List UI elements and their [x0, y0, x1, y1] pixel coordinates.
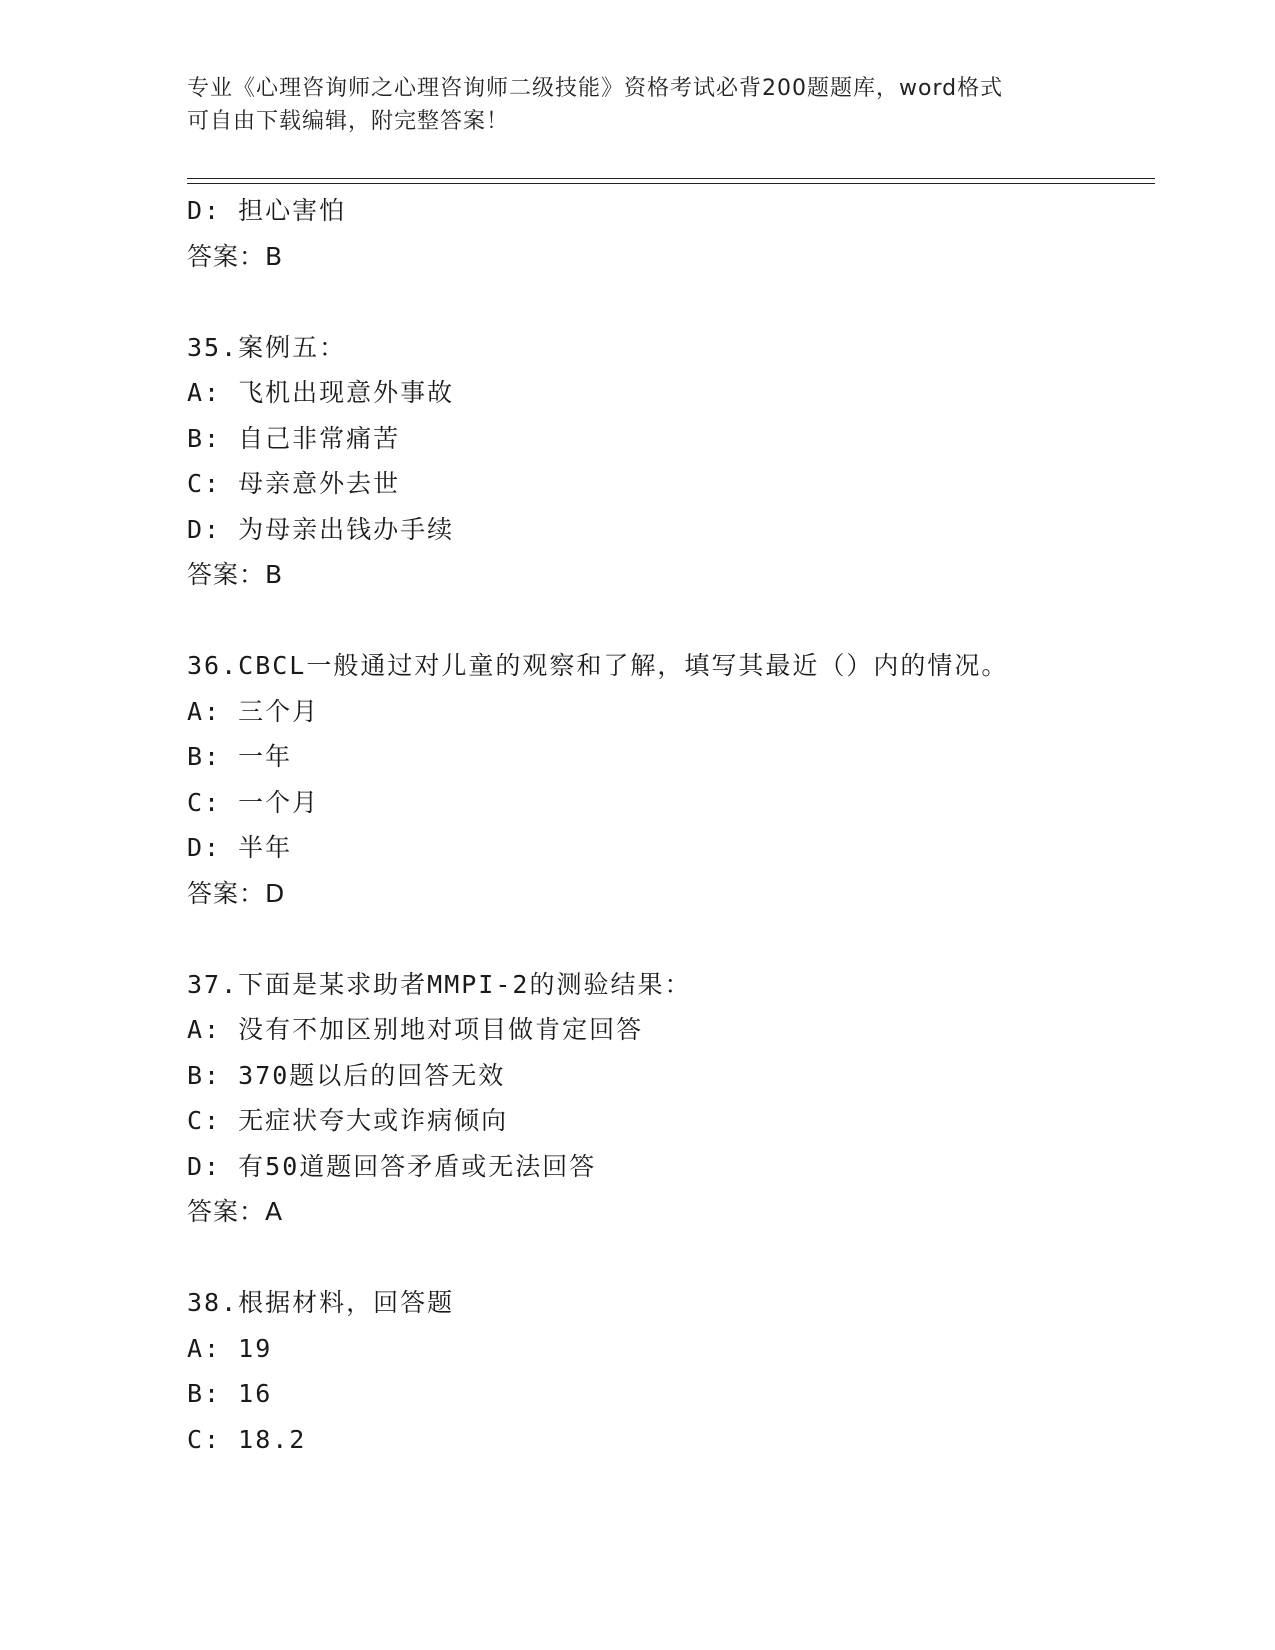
option-c: C: 一个月: [187, 787, 320, 817]
question-stem: 37.下面是某求助者MMPI-2的测验结果：: [187, 969, 692, 999]
answer-line: 答案：A: [187, 1197, 284, 1226]
option-c: C: 18.2: [187, 1424, 307, 1454]
header-divider-top: [187, 178, 1155, 179]
option-a: A: 没有不加区别地对项目做肯定回答: [187, 1015, 644, 1044]
option-c: C: 无症状夸大或诈病倾向: [187, 1106, 509, 1135]
option-a: A: 19: [187, 1333, 273, 1363]
question-list: [187, 188, 1147, 1462]
option-d: D: 半年: [187, 833, 293, 862]
header-line-2: 可自由下载编辑，附完整答案！: [187, 109, 510, 134]
option-d: D: 为母亲出钱办手续: [187, 514, 455, 544]
question-stem: 35.案例五：: [187, 332, 347, 362]
answer-line: 答案：B: [187, 241, 284, 271]
document-header: [187, 72, 1087, 138]
question-stem: 38.根据材料，回答题: [187, 1288, 455, 1317]
option-b: B: 16: [187, 1379, 273, 1408]
option-d: D: 有50道题回答矛盾或无法回答: [187, 1151, 597, 1181]
header-divider-bottom: [187, 183, 1155, 184]
option-a: A: 飞机出现意外事故: [187, 378, 455, 407]
header-line-1: 专业《心理咨询师之心理咨询师二级技能》资格考试必背200题题库，word格式: [187, 76, 1004, 101]
option-c: C: 母亲意外去世: [187, 469, 401, 498]
answer-line: 答案：B: [187, 560, 284, 589]
question-stem: 36.CBCL一般通过对儿童的观察和了解，填写其最近（）内的情况。: [187, 651, 1009, 680]
option-b: B: 一年: [187, 742, 293, 771]
answer-line: 答案：D: [187, 878, 286, 908]
option-a: A: 三个月: [187, 696, 320, 726]
option-b: B: 自己非常痛苦: [187, 423, 401, 453]
option-d: D: 担心害怕: [187, 196, 347, 225]
option-b: B: 370题以后的回答无效: [187, 1060, 506, 1090]
